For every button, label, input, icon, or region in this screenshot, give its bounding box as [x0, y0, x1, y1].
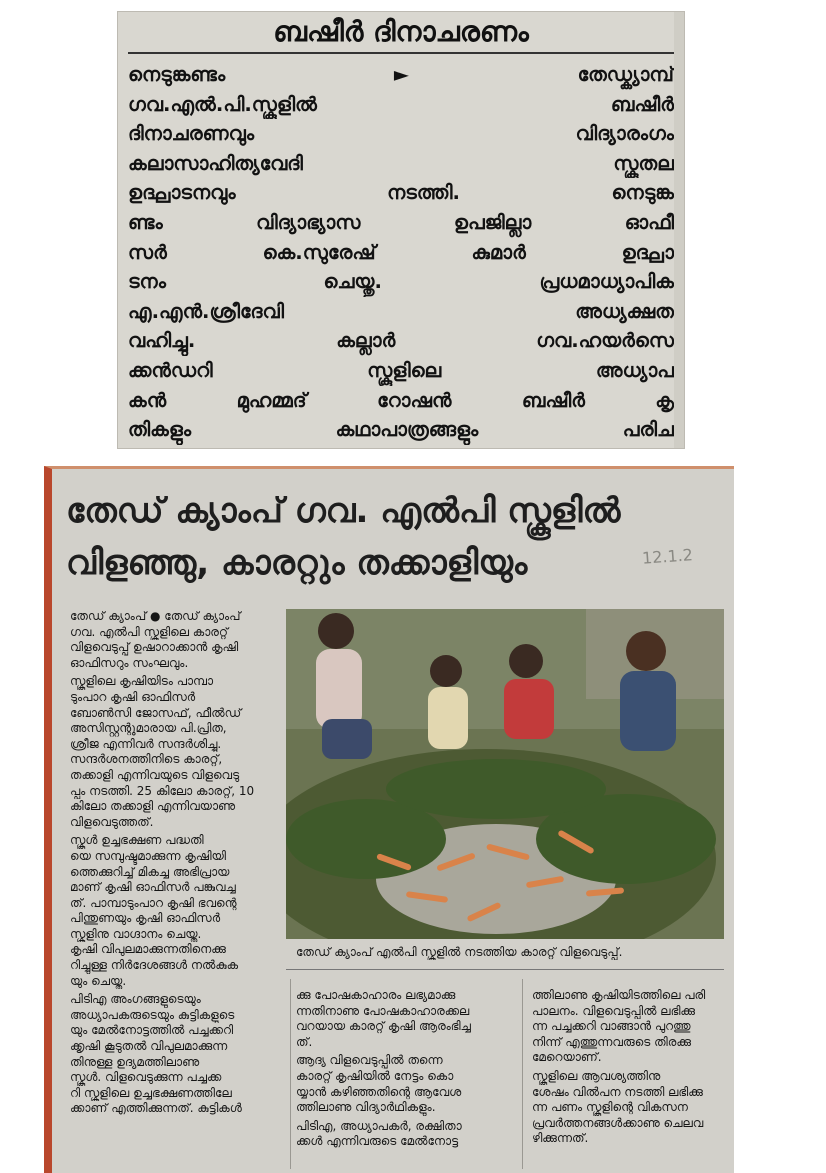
newspaper-clipping-basheer-day — [118, 12, 684, 448]
text-line: എ.എൻ.ശ്രീദേവി അധ്യക്ഷത — [128, 299, 674, 323]
text-line: ക്കു പോഷകാഹാരം ലഭ്യമാക്കു — [296, 988, 456, 1002]
text-line: സ്കൂളിലെ കൃഷിയിടം പാമ്പാ — [70, 674, 214, 689]
text-line: അധ്യാപകരുടെയും കുട്ടികളുടെ — [70, 1007, 235, 1022]
divider — [286, 969, 724, 970]
text-line: സ്കൂളിലെ ആവശ്യത്തിനു — [532, 1068, 661, 1083]
text-line: ന്നതിനാണു പോഷകാഹാരക്കല — [296, 1003, 470, 1018]
text-line: നിന്ന് എത്തുന്നവരുടെ തിരക്കു — [532, 1034, 691, 1049]
text-line: ത്. — [296, 1034, 313, 1049]
text-line: തിനുള്ള ഉദ്യമത്തിലാണു — [70, 1054, 200, 1069]
clipping-edge — [674, 12, 684, 448]
text-line: പാലനം. വിളവെടുപ്പിൽ ലഭിക്കു — [532, 1003, 696, 1018]
text-line: കിലോ തക്കാളി എന്നിവയാണു — [70, 799, 236, 814]
text-line: ബോൺസി ജോസഫ്, ഫീൽഡ് — [70, 705, 242, 720]
text-line: സ്കൂളിനു വാഗ്ദാനം ചെയ്തു. — [70, 926, 202, 941]
text-line: അസിസ്റ്റന്റുമാരായ പി.പ്രിത, — [70, 721, 227, 736]
clipping-body-text — [118, 54, 684, 448]
text-line: വിളവെടുപ്പ് ഉഷാറാക്കാൻ കൃഷി — [70, 640, 239, 655]
text-line: ഗവ. എൽപി സ്കൂളിലെ കാരറ്റ് — [70, 624, 228, 639]
handwritten-date: 12.1.2 — [641, 545, 694, 568]
text-line: മാണ് കൃഷി ഓഫിസർ പങ്കുവച്ച — [70, 880, 236, 895]
article-column-middle — [296, 988, 490, 1150]
text-line: വഹിച്ചു. കല്ലാർ ഗവ.ഹയർസെ — [128, 329, 674, 353]
text-line: യ്യാൻ കഴിഞ്ഞതിന്റെ ആവേശ — [296, 1084, 462, 1099]
text-line: ണ്ടം വിദ്യാഭ്യാസ ഉപജില്ലാ ഓഫീ — [128, 210, 674, 234]
text-line: തികളും കഥാപാത്രങ്ങളും പരിച — [128, 418, 674, 442]
harvest-photo — [286, 609, 724, 939]
text-line: നെടുങ്കണ്ടം ► തേഡ്ക്യാമ്പ് — [128, 63, 674, 86]
text-line: ക്കൃഷി കൂടുതൽ വിപുലമാക്കുന്ന — [70, 1039, 228, 1054]
text-line: കാരറ്റ് കൃഷിയിൽ നേട്ടം കൊ — [296, 1068, 454, 1083]
text-line: വറയായ കാരറ്റ് കൃഷി ആരംഭിച്ച — [296, 1019, 471, 1034]
text-line: ത്തെക്കുറിച്ച് മികച്ച അഭിപ്രായ — [70, 864, 230, 879]
text-line: റിച്ചുള്ള നിർദേശങ്ങൾ നൽകുക — [70, 958, 239, 973]
text-line: സ്കൂൾ. വിളവെടുക്കുന്ന പച്ചക്ക — [70, 1070, 222, 1085]
photo-caption: തേഡ് ക്യാംപ് എൽപി സ്കൂളിൽ നടത്തിയ കാരറ്റ് വിളവെടുപ്പ്. — [296, 945, 623, 959]
headline-line-1: തേഡ് ക്യാംപ് ഗവ. എൽപി സ്കൂളിൽ — [66, 491, 621, 531]
text-line: ക്കൾ എന്നിവരുടെ മേൽനോട്ട — [296, 1134, 459, 1149]
text-line: വിളവെടുത്തത്. — [70, 814, 154, 829]
text-line: ശേഷം വിൽപന നടത്തി ലഭിക്കു — [532, 1084, 703, 1099]
column-divider — [290, 979, 291, 1169]
text-line: യും ചെയ്തു. — [70, 973, 127, 988]
text-line: ന്ന പണം സ്കൂളിന്റെ വികസന — [532, 1100, 688, 1115]
text-line: പിന്തുണയും കൃഷി ഓഫിസർ — [70, 911, 221, 926]
text-line: ന്ന പച്ചക്കറി വാങ്ങാൻ പുറത്തു — [532, 1019, 691, 1034]
text-line: ആദ്യ വിളവെടുപ്പിൽ തന്നെ — [296, 1053, 443, 1068]
article-column-right — [532, 988, 718, 1147]
column-divider — [522, 979, 523, 1169]
text-line: ത്തിലാണു വിദ്യാർഥികളും. — [296, 1100, 436, 1115]
text-line: ഴിക്കുന്നത്. — [532, 1131, 589, 1146]
text-line: കലാസാഹിത്യവേദി സ്കൂതല — [128, 151, 674, 175]
text-line: ശ്രീജ എന്നിവർ സന്ദർശിച്ചു. — [70, 736, 222, 751]
text-line: തക്കാളി എന്നിവയുടെ വിളവെടു — [70, 767, 240, 782]
harvest-photo-illustration — [286, 609, 724, 939]
text-line: യെ സമ്പുഷ്ടമാക്കുന്ന കൃഷിയി — [70, 848, 226, 863]
text-line: സന്ദർശനത്തിനിടെ കാരറ്റ്, — [70, 752, 223, 767]
newspaper-clipping-carrot-harvest — [44, 466, 734, 1173]
article-column-left — [70, 609, 298, 1117]
text-line — [128, 445, 674, 448]
text-line: ദിനാചരണവും വിദ്യാരംഗം — [128, 122, 674, 146]
clipping-headline — [66, 485, 726, 589]
clipping-headline: ബഷീർ ദിനാചരണം — [128, 12, 674, 54]
text-line: ഗവ.എൽ.പി.സ്കൂളിൽ ബഷീർ — [128, 92, 674, 116]
text-line: തേഡ് ക്യാംപ് ● തേഡ് ക്യാംപ് — [70, 609, 241, 623]
text-line: കൻ മുഹമ്മദ് റോഷൻ ബഷീർ കൃ — [128, 388, 674, 412]
text-line: പിടിഎ അംഗങ്ങളുടെയും — [70, 992, 201, 1007]
text-line: കൃഷി വിപുലമാക്കുന്നതിനെക്കു — [70, 942, 226, 957]
text-line: ടനം ചെയ്തു. പ്രധമാധ്യാപിക — [128, 270, 674, 294]
text-line: യും മേൽനോട്ടത്തിൽ പച്ചക്കറി — [70, 1023, 234, 1038]
text-line: ക്കാണ് എത്തിക്കുന്നത്. കുട്ടികൾ — [70, 1101, 242, 1116]
text-line: പിടിഎ, അധ്യാപകർ, രക്ഷിതാ — [296, 1118, 462, 1133]
headline-line-2: വിളഞ്ഞു, കാരറ്റും തക്കാളിയും — [66, 543, 528, 583]
text-line: പ്രവർത്തനങ്ങൾക്കാണു ചെലവ — [532, 1115, 704, 1130]
text-line: ഉദ്ഘാടനവും നടത്തി. നെടുങ്ക — [128, 181, 674, 205]
text-line: ക്കൻഡറി സ്കൂളിലെ അധ്യാപ — [128, 358, 674, 382]
text-line: ഓഫിസറും സംഘവും. — [70, 655, 189, 670]
text-line: റി സ്കൂളിലെ ഉച്ചഭക്ഷണത്തിലേ — [70, 1085, 232, 1100]
text-line: സർ കെ.സുരേഷ് കുമാർ ഉദ്ഘാ — [128, 240, 674, 264]
text-line: സ്കൂൾ ഉച്ചഭക്ഷണ പദ്ധതി — [70, 833, 204, 848]
text-line: ത്. പാമ്പാടുംപാറ കൃഷി ഭവന്റെ — [70, 895, 237, 910]
text-line: ടുംപാറ കൃഷി ഓഫിസർ — [70, 689, 196, 704]
text-line: മേറെയാണ്. — [532, 1050, 602, 1065]
text-line: ത്തിലാണു കൃഷിയിടത്തിലെ പരി — [532, 988, 706, 1002]
text-line: പ്പും നടത്തി. 25 കിലോ കാരറ്റ്, 10 — [70, 783, 255, 798]
